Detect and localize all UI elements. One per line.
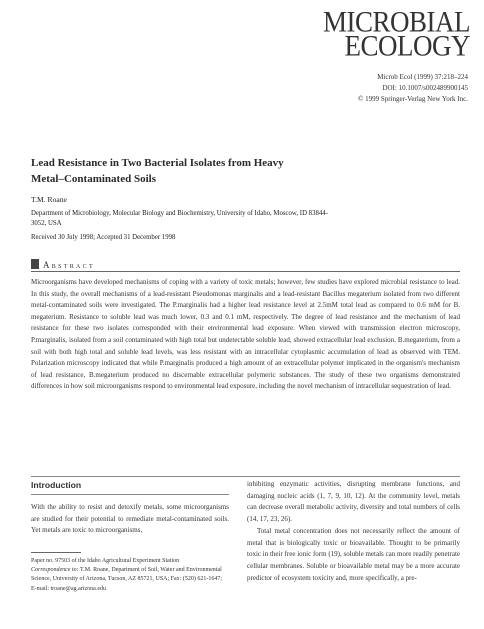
- introduction-rule: [31, 494, 229, 495]
- received-dates: Received 30 July 1998; Accepted 31 December 1998: [31, 234, 176, 241]
- footnote: [31, 557, 229, 594]
- introduction-left-column: With the ability to resist and detoxify metals, some microorganisms are studied for their potential to remediate metal-contaminated soils. Yet metals are toxic to microorganisms,: [31, 503, 229, 535]
- author: T.M. Roane: [31, 195, 67, 204]
- paper-title: [31, 155, 361, 187]
- introduction-right-column: [247, 479, 460, 584]
- abstract-heading-text: Abstract: [43, 260, 95, 270]
- doi: DOI: 10.1007/s002489900145: [382, 84, 468, 93]
- abstract-rule: [31, 271, 460, 272]
- introduction-heading: Introduction: [31, 480, 82, 490]
- correspondence-text: T.M. Roane, Department of Soil, Water and Environmental Science, University of Arizona, Tucson, AZ 85721, USA; Fax: (520) 621-1647; E-mail: troane@ag.arizona.edu: [31, 567, 222, 592]
- copyright: © 1999 Springer-Verlag New York Inc.: [358, 95, 468, 104]
- citation: Microb Ecol (1999) 37:218–224: [377, 73, 468, 81]
- section-rule: [31, 476, 460, 477]
- title-line-2: Metal–Contaminated Soils: [31, 173, 156, 185]
- journal-meta: [358, 72, 468, 106]
- intro-paragraph-2: Total metal concentration does not necessarily reflect the amount of metal that is biologically toxic or bioavailable. Thought to be primarily toxic in their free ionic form (19), soluble metals can more readily penetrate cellular membranes. Soluble or bioavailable metal may be a more accurate predictor of ecosystem toxicity and, more specifically, a pre-: [247, 526, 460, 582]
- abstract-marker: [31, 259, 39, 269]
- abstract-text: Microorganisms have developed mechanisms of coping with a variety of toxic metals; however, few studies have explored microbial resistance to lead. In this study, the overall mechanisms of a lead-resistant Pseudomonas marginalis and a lead-resistant Bacillus megaterium isolated from two different metal-contaminated soils were investigated. The P.marginalis had a higher lead resistance level at 2.5mM total lead as compared to 0.6 mM for B. megaterium. Resistance to soluble lead was much lower, 0.3 and 0.1 mM, respectively. The degree of lead resistance and the mechanism of lead resistance for these two isolates corresponded with their environmental lead exposure. When viewed with transmission electron microscopy, P.marginalis, isolated from a soil contaminated with high total but undetectable soluble lead, showed extracellular lead exclusion. B.megaterium, from a soil with both high total and soluble lead levels, was less resistant with an intracellular cytoplasmic accumulation of lead as observed with TEM. Polarization microscopy indicated that while P.marginalis produced a high amount of an extracellular polymer implicated in the organism's mechanism of lead resistance, B.megaterium produced no discernable extracellular polymeric substances. The study of these two organisms demonstrated differences in how soil microorganisms respond to environmental lead exposure, including the novel mechanism of intracellular sequestration of lead.: [31, 278, 460, 391]
- footnote-correspondence: [31, 566, 229, 594]
- footnote-rule: [31, 552, 81, 553]
- title-line-1: Lead Resistance in Two Bacterial Isolates from Heavy: [31, 157, 284, 169]
- footnote-paper-no: Paper no. 97503 of the Idaho Agricultural Experiment Station: [31, 558, 180, 564]
- journal-logo: [322, 5, 470, 62]
- abstract-heading: [31, 259, 95, 270]
- correspondence-label: Correspondence to:: [31, 567, 79, 574]
- logo-line-2: ECOLOGY: [344, 29, 470, 62]
- affiliation: Department of Microbiology, Molecular Biology and Biochemistry, University of Idaho, Moscow, ID 83844-3052, USA: [31, 210, 328, 228]
- logo-line-1: MICROBIAL: [322, 5, 470, 39]
- intro-paragraph-1: inhibiting enzymatic activities, disrupting membrane functions, and damaging nucleic acids (1, 7, 9, 10, 12). At the community level, metals can decrease overall metabolic activity, diversity and total numbers of cells (14, 17, 23, 26).: [247, 480, 460, 524]
